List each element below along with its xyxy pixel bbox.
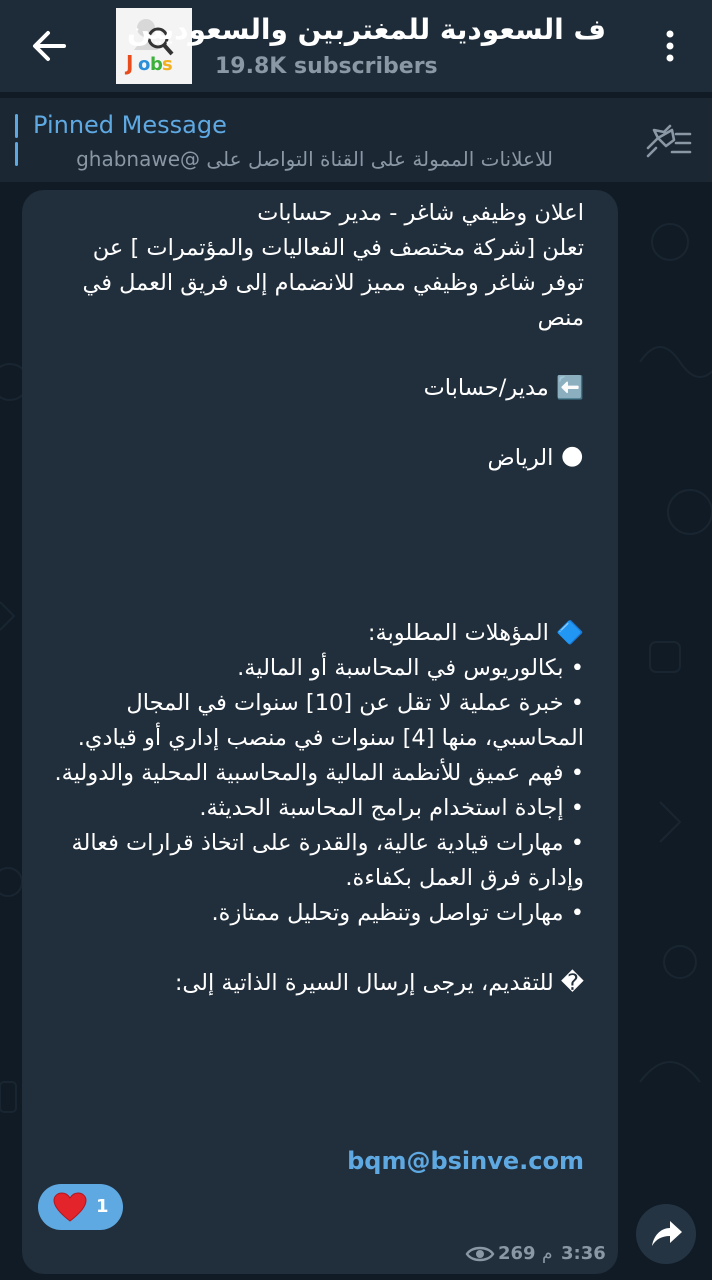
pinned-list-button[interactable] — [644, 122, 692, 160]
time-period: م — [542, 1244, 553, 1264]
svg-text:b: b — [150, 54, 163, 75]
email-link[interactable]: bqm@bsinve.com — [347, 1147, 584, 1175]
subscriber-count: 19.8K subscribers — [215, 54, 438, 79]
eye-icon — [466, 1243, 494, 1265]
pinned-indicator — [15, 142, 18, 166]
channel-title[interactable]: ف السعودية للمغتربين والسعوديين — [127, 13, 606, 46]
message-time: 3:36 — [561, 1243, 606, 1264]
pinned-title: Pinned Message — [33, 111, 227, 139]
more-options-button[interactable] — [650, 24, 690, 68]
share-button[interactable] — [636, 1204, 696, 1264]
back-button[interactable] — [20, 20, 76, 72]
pinned-text: للاعلانات الممولة على القناة التواصل على @ghabnawe — [76, 147, 553, 171]
more-vert-icon — [650, 24, 690, 68]
heart-icon — [53, 1192, 87, 1222]
message-text: اعلان وظيفي شاغر - مدير حسابات تعلن [شركة مختصف في الفعاليات والمؤتمرات ] عن توفر شاغر وظيفي مميز للانضمام إلى فريق العمل في منص ⬅️ مدير/حسابات 🌑 الرياض 🔷 المؤهلات المطلوبة: • بكالوريوس في المحاسبة أو المالية. • خبرة عملية لا تقل عن [10] سنوات في المجال المحاسبي، منها [4] سنوات في منصب إداري أو قيادي. • فهم عميق للأنظمة المالية والمحاسبية المحلية والدولية. • إجادة استخدام برامج المحاسبة الحديثة. • مهارات قيادية عالية، والقدرة على اتخاذ قرارات فعالة وإدارة فرق العمل بكفاءة. • مهارات تواصل وتنظيم وتحليل ممتازة. � للتقديم، يرجى إرسال السيرة الذاتية إلى: — [54, 200, 584, 996]
pinned-indicator — [15, 114, 18, 138]
view-count: 269 — [498, 1243, 536, 1264]
svg-text:J: J — [126, 51, 134, 75]
svg-text:o: o — [138, 54, 151, 75]
pin-list-icon — [644, 122, 692, 160]
back-arrow-icon — [20, 20, 76, 72]
reaction-count: 1 — [96, 1196, 109, 1217]
share-icon — [636, 1204, 696, 1264]
svg-text:s: s — [162, 54, 173, 75]
